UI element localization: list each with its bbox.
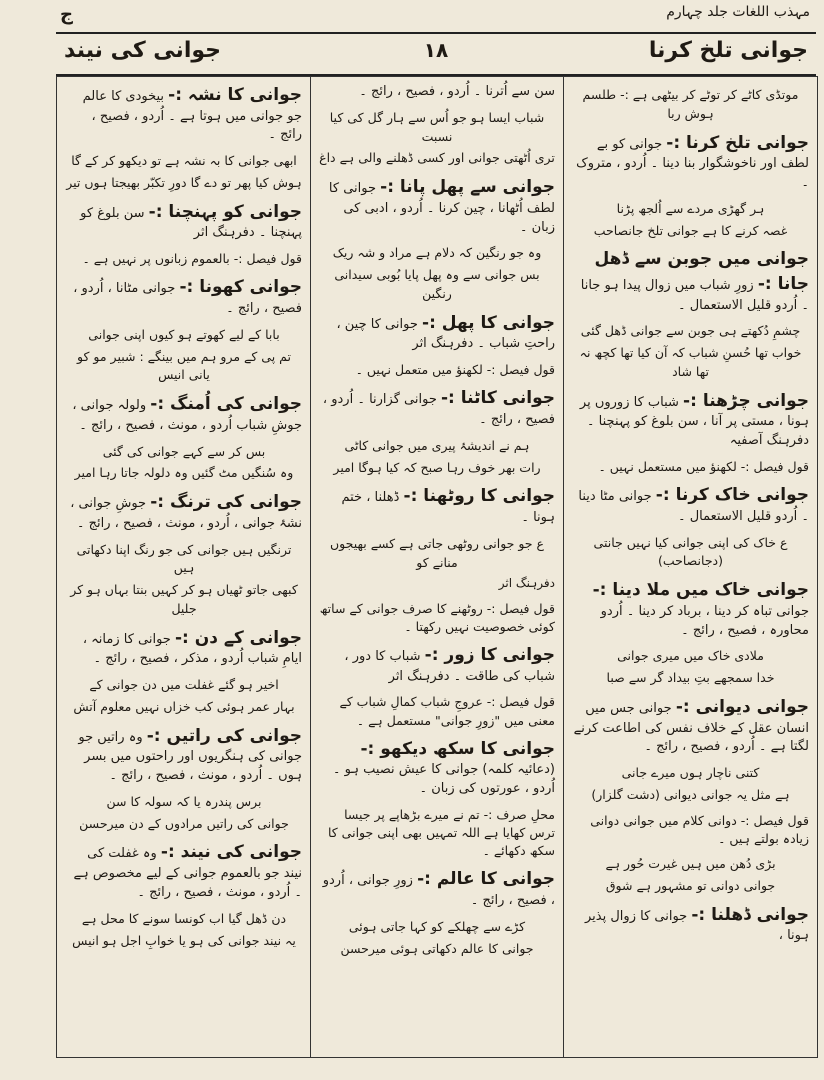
verse-line: بس جوانی سے وہ پھل پایا بُوبی سیدانی رنگین bbox=[334, 267, 540, 301]
verse-line: ابھی جوانی کا بہ نشہ ہے تو دیکھو کر کے گا bbox=[71, 153, 297, 169]
dictionary-entry bbox=[572, 647, 809, 688]
verse-line: تم پی کے مرو ہم میں بینگے : شبیر مو کو یانی انیس bbox=[77, 348, 291, 383]
verse-line: ہم نے اندیشۂ پیری میں جوانی کاٹی bbox=[344, 437, 530, 453]
dictionary-entry bbox=[572, 200, 809, 241]
verse-line: شباب ایسا ہو جو اُس سے ہار گل کی کیا نسبت bbox=[329, 109, 545, 144]
dictionary-entry bbox=[66, 200, 302, 243]
dictionary-entry bbox=[66, 910, 302, 951]
dictionary-entry bbox=[66, 840, 302, 902]
dictionary-entry bbox=[319, 175, 555, 237]
headword: جوانی دیوانی :- bbox=[675, 696, 809, 717]
verdict-note: قول فیصل :- لکھنؤ میں متعمل نہیں ۔ bbox=[355, 362, 555, 378]
dictionary-entry bbox=[319, 311, 555, 354]
definition-text: جوانی گزارنا ۔ اُردو ، فصیح ، رائج ۔ bbox=[322, 392, 555, 427]
header-band bbox=[56, 32, 816, 76]
dictionary-entry bbox=[319, 437, 555, 478]
headword: جوانی ڈھلنا :- bbox=[691, 904, 809, 925]
verdict-note: قول فیصل :- عروجِ شباب کمالِ شباب کے معنی میں "زورِ جوانی" مستعمل ہے ۔ bbox=[339, 694, 555, 728]
page-number: ۱۸ bbox=[423, 38, 449, 62]
header-first-headword: جوانی تلخ کرنا bbox=[648, 38, 808, 63]
headword: جوانی کی ترنگ :- bbox=[150, 492, 302, 513]
dictionary-entry bbox=[66, 443, 302, 484]
verse-line: ہوش کیا پھر تو دے گا دورِ تکبّر بھیجتا ہوں تیر bbox=[66, 175, 302, 191]
definition-text: ڈھلنا ، ختم ہونا ۔ bbox=[341, 490, 555, 525]
headword: جوانی کو پہنچنا :- bbox=[148, 201, 302, 222]
verse-line: وہ جو رنگین کہ دلام ہے مراد و شہ ریک bbox=[332, 245, 542, 261]
headword: جوانی کا روٹھنا :- bbox=[403, 486, 555, 507]
dictionary-entry bbox=[319, 600, 555, 636]
headword: جوانی کی نیند :- bbox=[160, 842, 302, 863]
dictionary-entry bbox=[66, 152, 302, 193]
dictionary-entry bbox=[66, 392, 302, 435]
verse-line: بہار عمر ہوئی کب خزاں نہیں معلوم آتش bbox=[73, 698, 295, 714]
headword: جوانی کھونا :- bbox=[179, 277, 302, 298]
definition-text: جوانی کا چین ، راحتِ شباب ۔ دفرہنگ اثر bbox=[336, 316, 555, 352]
definition-text: (دعائیہ کلمہ) جوانی کا عیش نصیب ہو ۔ اُردو ، عورتوں کی زبان ۔ bbox=[332, 762, 555, 797]
dictionary-entry bbox=[319, 361, 555, 379]
verse-line: غصہ کرنے کا ہے جوانی تلخ جانصاحب bbox=[593, 222, 788, 238]
verdict-note: قول فیصل :- بالعموم زبانوں پر نہیں ہے ۔ bbox=[82, 251, 302, 267]
verse-line: برس پندرہ یا کہ سولہ کا سن bbox=[106, 793, 262, 809]
dictionary-entry bbox=[66, 83, 302, 145]
verse-line: یہ نیند جوانی کی ہو یا خوابِ اجل ہو انیس bbox=[72, 932, 296, 948]
verse-line: بابا کے لیے کھوتے ہو کیوں اپنی جوانی bbox=[88, 326, 280, 342]
dictionary-entry bbox=[572, 483, 809, 526]
verse-line: ملادی خاک میں میری جوانی bbox=[617, 648, 764, 664]
dictionary-entry bbox=[572, 534, 809, 572]
dictionary-entry bbox=[66, 793, 302, 834]
header-last-headword: جوانی کی نیند bbox=[64, 38, 222, 63]
dictionary-entry bbox=[572, 131, 809, 193]
definition-text: بیخودی کا عالم جو جوانی میں ہوتا ہے ۔ اُردو ، فصیح ، رائج ۔ bbox=[82, 89, 302, 143]
definition-text: جوشِ جوانی ، نشۂ جوانی ، اُردو ، مونث ، فصیح ، رائج ۔ bbox=[70, 496, 302, 531]
dictionary-entry bbox=[66, 676, 302, 717]
verse-line: خواب تھا حُسنِ شباب کہ آن کیا تھا کچھ نہ تھا شاد bbox=[579, 345, 802, 379]
dictionary-entry bbox=[319, 386, 555, 429]
headword: جوانی خاک میں ملا دینا :- bbox=[592, 580, 809, 601]
headword: جوانی کا نشہ :- bbox=[168, 85, 302, 105]
dictionary-entry bbox=[66, 275, 302, 318]
verdict-note: قول فیصل :- دوانی کلام میں جوانی دوانی زیادہ بولتے ہیں ۔ bbox=[590, 812, 809, 846]
section-letter: ج bbox=[60, 4, 73, 25]
verse-line: جوانی دوانی تو مشہور ہے شوق bbox=[605, 877, 776, 893]
running-title: مہذب اللغات جلد چہارم bbox=[666, 4, 810, 20]
dictionary-entry bbox=[319, 867, 555, 910]
verse-line: جوانی کا عالم دکھاتی ہوئی میرحسن bbox=[340, 940, 534, 956]
headword: جوانی کاٹنا :- bbox=[441, 388, 555, 409]
dictionary-entry bbox=[572, 389, 809, 451]
headword: جوانی سے پھل پانا :- bbox=[380, 177, 555, 198]
dictionary-entry bbox=[66, 250, 302, 268]
headword: جوانی تلخ کرنا :- bbox=[666, 132, 809, 153]
verse-line: جوانی کی راتیں مرادوں کے دن میرحسن bbox=[79, 815, 289, 831]
verse-line: ہے مثل یہ جوانی دیوانی (دشت گلزار) bbox=[591, 787, 790, 803]
dictionary-entry bbox=[319, 244, 555, 303]
dictionary-entry bbox=[319, 737, 555, 799]
dictionary-entry bbox=[66, 490, 302, 533]
dictionary-entry bbox=[319, 693, 555, 729]
verdict-note: قول فیصل :- روٹھنے کا صرف جوانی کے ساتھ کوئی خصوصیت نہیں رکھتا ۔ bbox=[319, 600, 555, 634]
headword: جوانی کی اُمنگ :- bbox=[150, 394, 302, 415]
dictionary-entry bbox=[319, 484, 555, 527]
verse-line: ع جو جوانی روٹھی جاتی ہے کسے بھیجوں منانے کو bbox=[330, 535, 544, 570]
dictionary-entry bbox=[319, 918, 555, 959]
definition-text: شباب کا دور ، شباب کی طاقت ۔ دفرہنگ اثر bbox=[344, 648, 555, 684]
page-top bbox=[0, 0, 824, 30]
verse-line: چشمِ دُکھتے ہی جوبن سے جوانی ڈھل گئی bbox=[580, 323, 801, 339]
verse-line: بڑی دُھن میں ہیں غیرت حُور ہے bbox=[605, 856, 776, 872]
column-right bbox=[564, 77, 817, 1057]
dictionary-entry bbox=[66, 626, 302, 669]
verse-line: ہر گھڑی مردے سے اُلجھ پڑنا bbox=[616, 200, 765, 216]
definition-text: سن بلوغ کو پہنچنا ۔ دفرہنگ اثر bbox=[80, 205, 302, 241]
verse-line: ع خاک کی اپنی جوانی کیا نہیں جانتی (دجانصاحب) bbox=[593, 534, 788, 569]
verse-line: تری اُٹھتی جوانی اور کسی ڈھلنے والی ہے داغ bbox=[319, 150, 555, 166]
definition-text: جوانی تباہ کر دینا ، برباد کر دینا ۔ اُردو محاورہ ، فصیح ، رائج ۔ bbox=[600, 603, 809, 638]
verse-line: ترنگیں ہیں جوانی کی جو رنگ اپنا دکھاتی ہیں bbox=[76, 541, 292, 576]
dictionary-entry bbox=[319, 83, 555, 102]
verse-line: وہ سُنگیں مٹ گئیں وہ دلولہ جاتا رہا امیر bbox=[74, 465, 294, 481]
headword: جوانی کا زور :- bbox=[424, 644, 555, 665]
definition-text: جوانی کا لطف اُٹھانا ، چین کرنا ۔ اُردو ، ادبی کی زبان ۔ bbox=[328, 181, 555, 235]
definition-text: وہ غفلت کی نیند جو بالعموم جوانی کے لیے مخصوص ہے ۔ اُردو ، مونث ، فصیح ، رائج ۔ bbox=[73, 846, 302, 900]
verse-line: اخیر ہو گئے غفلت میں دن جوانی کے bbox=[89, 677, 279, 693]
definition-text: جوانی کا زوال پذیر ہونا ، bbox=[585, 908, 809, 944]
definition-text: ولولہ جوانی ، جوشِ شباب اُردو ، مونث ، فصیح ، رائج ۔ bbox=[72, 398, 302, 433]
headword: جوانی کا پھل :- bbox=[422, 312, 555, 333]
headword: جوانی کا سکھ دیکھو :- bbox=[360, 738, 555, 759]
definition-text: جوانی کو بے لطف اور ناخوشگوار بنا دینا ۔ اُردو ، متروک ۔ bbox=[576, 136, 809, 190]
reference-note: دفرہنگ اثر bbox=[498, 576, 555, 591]
verse-line: دن ڈھل گیا اب کونسا سونے کا محل ہے bbox=[81, 910, 287, 926]
column-middle bbox=[311, 77, 564, 1057]
definition-text: سن سے اُترنا ۔ اُردو ، فصیح ، رائج ۔ bbox=[359, 84, 555, 99]
definition-text: جوانی مٹانا ، اُردو ، فصیح ، رائج ۔ bbox=[73, 281, 302, 317]
dictionary-columns bbox=[56, 76, 818, 1058]
verse-line: رات بھر خوف رہا صبح کہ کیا ہوگا امیر bbox=[333, 459, 541, 475]
definition-text: جوانی کا زمانہ ، ایامِ شباب اُردو ، مذکر ، فصیح ، رائج ۔ bbox=[82, 631, 302, 667]
dictionary-entry bbox=[572, 322, 809, 381]
dictionary-entry bbox=[572, 86, 809, 124]
column-left bbox=[58, 77, 311, 1057]
dictionary-entry bbox=[319, 109, 555, 168]
definition-text: زورِ جوانی ، اُردو ، فصیح ، رائج ۔ bbox=[322, 873, 555, 908]
dictionary-entry bbox=[572, 247, 809, 315]
dictionary-entry bbox=[319, 535, 555, 593]
dictionary-entry bbox=[572, 458, 809, 476]
headword: جوانی میں جوبن سے ڈھل جانا :- bbox=[594, 249, 809, 294]
dictionary-entry bbox=[319, 643, 555, 686]
dictionary-entry bbox=[66, 326, 302, 385]
dictionary-entry bbox=[66, 724, 302, 786]
headword: جوانی چڑھنا :- bbox=[683, 390, 809, 411]
verse-line: کتنی ناچار ہوں میرے جانی bbox=[621, 765, 760, 781]
headword: جوانی کے دن :- bbox=[174, 627, 302, 648]
headword: جوانی کا عالم :- bbox=[417, 869, 555, 890]
dictionary-entry bbox=[572, 695, 809, 757]
dictionary-entry bbox=[572, 764, 809, 805]
verse-line: کڑے سے چھلکے کو کہا جاتی ہوئی bbox=[348, 918, 526, 934]
verdict-note: قول فیصل :- لکھنؤ میں مستعمل نہیں ۔ bbox=[598, 459, 809, 475]
definition-text: زورِ شباب میں زوال پیدا ہو جانا ۔ اُردو قلیل الاستعمال ۔ bbox=[580, 277, 809, 313]
verse-line: بس کر سے کہے جوانی کی گئی bbox=[102, 443, 266, 459]
dictionary-entry bbox=[572, 855, 809, 896]
verdict-note: محلِ صرف :- تم نے میرے بڑھاپے پر جیسا ترس کھایا ہے اللہ تمہیں بھی اپنی جوانی کا سکھ دکھائے ۔ bbox=[327, 806, 555, 859]
verse-line: موتڈی کاٹے کر توٹے کر بیٹھی ہے :- طلسم ہوش ربا bbox=[582, 87, 799, 121]
headword: جوانی کی راتیں :- bbox=[146, 725, 302, 746]
definition-text: جوانی مٹا دینا ۔ اُردو قلیل الاستعمال ۔ bbox=[578, 489, 809, 524]
verse-line: خدا سمجھے بتِ بیداد گر سے صبا bbox=[606, 670, 775, 686]
definition-text: جوانی جس میں انسان عقل کے خلاف نفس کی اطاعت کرنے لگتا ہے ۔ اُردو ، فصیح ، رائج ۔ bbox=[573, 700, 809, 755]
dictionary-entry bbox=[66, 541, 302, 619]
verse-line: کبھی جاتو ٹھیاں ہو کر کہیں بنتا بہاں ہو کر جلیل bbox=[70, 582, 298, 616]
dictionary-entry bbox=[572, 578, 809, 640]
dictionary-entry bbox=[319, 806, 555, 860]
dictionary-entry bbox=[572, 903, 809, 946]
definition-text: شباب کا زوروں پر ہونا ، مستی پر آنا ، سن بلوغ کو پہنچنا ۔ دفرہنگ آصفیہ bbox=[579, 394, 809, 449]
dictionary-entry bbox=[572, 812, 809, 848]
definition-text: وہ راتیں جو جوانی کی ہنگریوں اور راحتوں میں بسر ہوں ۔ اُردو ، مونث ، فصیح ، رائج ۔ bbox=[78, 729, 302, 784]
headword: جوانی خاک کرنا :- bbox=[655, 485, 809, 506]
